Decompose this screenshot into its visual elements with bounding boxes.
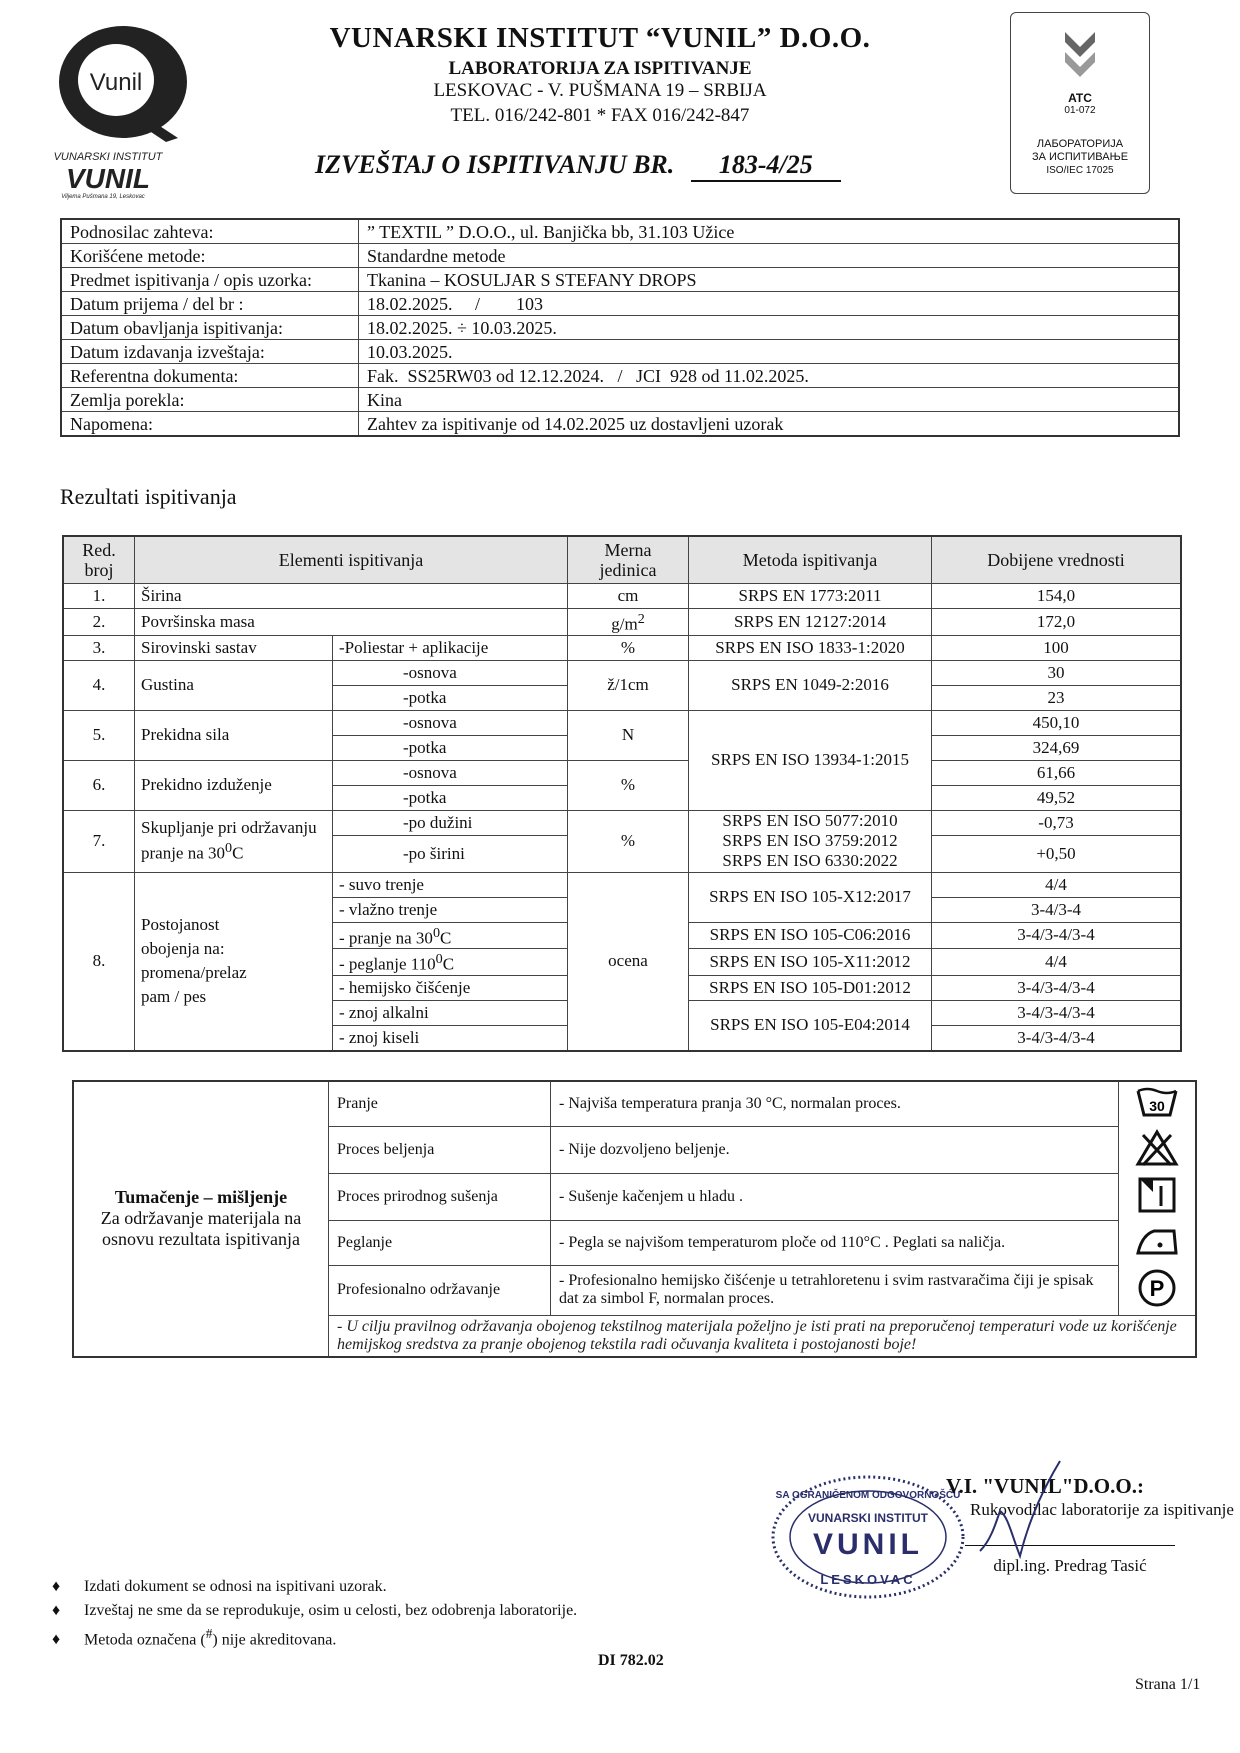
footer-note: ♦ Izdati dokument se odnosi na ispitivani uzorak. — [52, 1578, 387, 1595]
accreditation-number: 01-072 — [1064, 105, 1096, 116]
row-value: 23 — [932, 685, 1182, 710]
row-unit: $g/m^2$ — [568, 609, 689, 636]
row-sub-element: - peglanje $110^0C$ — [333, 949, 568, 976]
row-element: Gustina — [135, 660, 333, 710]
care-desc-line2: osnovu rezultata ispitivanja — [102, 1229, 300, 1250]
svg-text:Viljema Pušmana 19, Leskovac: Viljema Pušmana 19, Leskovac — [61, 194, 145, 200]
care-title: Tumačenje – mišljenje — [114, 1187, 288, 1208]
svg-text:LESKOVAC: LESKOVAC — [820, 1572, 916, 1587]
svg-text:VUNIL: VUNIL — [66, 163, 150, 194]
dry-clean-p-icon — [1119, 1266, 1197, 1316]
row-sub-element: - pranje na $30^0C$ — [333, 922, 568, 949]
row-value: 172,0 — [932, 609, 1182, 636]
info-label: Podnosilac zahteva: — [61, 219, 359, 244]
row-unit: ž/1cm — [568, 660, 689, 710]
care-label: Proces prirodnog sušenja — [329, 1174, 551, 1221]
row-value: 450,10 — [932, 710, 1182, 735]
document-code: DI 782.02 — [598, 1652, 664, 1669]
row-unit: % — [568, 810, 689, 872]
row-sub-element: - znoj alkalni — [333, 1000, 568, 1025]
care-label: Pranje — [329, 1081, 551, 1127]
institute-address: LESKOVAC - V. PUŠMANA 19 – SRBIJA — [433, 80, 767, 101]
svg-text:Vunil: Vunil — [89, 69, 143, 96]
info-value: 10.03.2025. — [359, 340, 1180, 364]
row-element: Prekidna sila — [135, 710, 333, 760]
row-value: 3-4/3-4 — [932, 897, 1182, 922]
row-sub-element: -potka — [333, 735, 568, 760]
col-method-header: Metoda ispitivanja — [689, 536, 932, 584]
col-unit-header: Merna jedinica — [568, 536, 689, 584]
wash-30-icon — [1119, 1081, 1197, 1127]
info-row — [61, 244, 1179, 268]
accreditation-code: ATC — [1068, 91, 1092, 105]
row-value: 324,69 — [932, 735, 1182, 760]
row-element: Površinska masa — [135, 609, 568, 636]
care-row — [73, 1081, 1196, 1127]
row-method: SRPS EN 1773:2011 — [689, 584, 932, 609]
row-element: Sirovinski sastav — [135, 635, 333, 660]
footer-note: ♦ Izveštaj ne sme da se reprodukuje, osim u celosti, bez odobrenja laboratorije. — [52, 1602, 578, 1619]
care-text: - Pegla se najvišom temperaturom ploče od 110°C . Peglati sa naličja. — [551, 1221, 1119, 1266]
signature-role: Rukovodilac laboratorije za ispitivanje — [970, 1500, 1234, 1519]
info-label: Zemlja porekla: — [61, 388, 359, 412]
no-bleach-icon — [1119, 1127, 1197, 1174]
row-value: +0,50 — [932, 835, 1182, 872]
table-row — [63, 810, 1181, 835]
row-value: 4/4 — [932, 949, 1182, 976]
row-value: 3-4/3-4/3-4 — [932, 1000, 1182, 1025]
svg-text:SA OGRANIČENOM ODGOVORNOŠĆU: SA OGRANIČENOM ODGOVORNOŠĆU — [775, 1490, 961, 1501]
info-value: Zahtev za ispitivanje od 14.02.2025 uz dostavljeni uzorak — [359, 412, 1180, 437]
table-row — [63, 872, 1181, 897]
svg-text:30: 30 — [1149, 1097, 1165, 1114]
row-number: 5. — [63, 710, 135, 760]
row-number: 2. — [63, 609, 135, 636]
accreditation-standard: ISO/IEC 17025 — [1046, 165, 1114, 176]
row-sub-element: -po dužini — [333, 810, 568, 835]
info-row — [61, 364, 1179, 388]
institute-phone: TEL. 016/242-801 * FAX 016/242-847 — [450, 105, 750, 126]
table-row — [63, 584, 1181, 609]
info-label: Datum izdavanja izveštaja: — [61, 340, 359, 364]
info-row — [61, 316, 1179, 340]
row-element: Prekidno izduženje — [135, 760, 333, 810]
info-row — [61, 340, 1179, 364]
care-label: Peglanje — [329, 1221, 551, 1266]
care-label: Proces beljenja — [329, 1127, 551, 1174]
row-method: SRPS EN ISO 105-X12:2017 — [689, 872, 932, 922]
report-label: IZVEŠTAJ O ISPITIVANJU BR. — [315, 150, 675, 179]
page-number: Strana 1/1 — [1135, 1676, 1201, 1693]
info-value: Standardne metode — [359, 244, 1180, 268]
table-row — [63, 760, 1181, 785]
row-unit: % — [568, 760, 689, 810]
row-value: 30 — [932, 660, 1182, 685]
info-row — [61, 388, 1179, 412]
info-label: Datum obavljanja ispitivanja: — [61, 316, 359, 340]
signature-company: V.I. "VUNIL"D.O.O.: — [946, 1474, 1144, 1498]
row-unit: ocena — [568, 872, 689, 1051]
row-sub-element: - suvo trenje — [333, 872, 568, 897]
signature-name: dipl.ing. Predrag Tasić — [965, 1545, 1175, 1576]
official-stamp — [768, 1462, 968, 1617]
svg-text:P: P — [1149, 1275, 1165, 1301]
care-text: - Nije dozvoljeno beljenje. — [551, 1127, 1119, 1174]
row-number: 6. — [63, 760, 135, 810]
care-note: - U cilju pravilnog održavanja obojenog tekstilnog materijala poželjno je isti prati na preporučenoj temperaturi vode uz korišćenje hemijskog sredstva za pranje obojenog tekstila radi očuvanja kvaliteta i postojanosti boje! — [329, 1315, 1197, 1357]
row-method: SRPS EN 1049-2:2016 — [689, 660, 932, 710]
care-desc-line1: Za održavanje materijala na — [100, 1208, 302, 1229]
col-no-header: Red. broj — [63, 536, 135, 584]
info-label: Datum prijema / del br : — [61, 292, 359, 316]
row-sub-element: -potka — [333, 785, 568, 810]
accreditation-lab-line2: ЗА ИСПИТИВАЊЕ — [1031, 151, 1129, 163]
row-method: SRPS EN 12127:2014 — [689, 609, 932, 636]
row-value: 3-4/3-4/3-4 — [932, 1025, 1182, 1051]
svg-text:VUNARSKI INSTITUT: VUNARSKI INSTITUT — [808, 1511, 928, 1525]
row-sub-element: -Poliestar + aplikacije — [333, 635, 568, 660]
row-sub-element: - hemijsko čišćenje — [333, 975, 568, 1000]
info-label: Predmet ispitivanja / opis uzorka: — [61, 268, 359, 292]
row-method: SRPS EN ISO 105-C06:2016 — [689, 922, 932, 949]
info-value: Kina — [359, 388, 1180, 412]
atc-mark-icon — [1055, 27, 1105, 82]
info-row — [61, 268, 1179, 292]
row-value: 61,66 — [932, 760, 1182, 785]
accreditation-lab-line1: ЛАБОРАТОРИЈА — [1036, 138, 1124, 150]
info-value: Tkanina – KOSULJAR S STEFANY DROPS — [359, 268, 1180, 292]
results-table — [62, 535, 1182, 1052]
row-method: SRPS EN ISO 105-E04:2014 — [689, 1000, 932, 1051]
info-value: ” TEXTIL ” D.O.O., ul. Banjička bb, 31.103 Užice — [359, 219, 1180, 244]
report-number: 183-4/25 — [691, 150, 841, 182]
row-value: 49,52 — [932, 785, 1182, 810]
row-number: 8. — [63, 872, 135, 1051]
row-value: -0,73 — [932, 810, 1182, 835]
row-value: 3-4/3-4/3-4 — [932, 922, 1182, 949]
table-row — [63, 635, 1181, 660]
info-value: 18.02.2025. ÷ 10.03.2025. — [359, 316, 1180, 340]
report-info-table — [60, 218, 1180, 437]
row-number: 1. — [63, 584, 135, 609]
row-element: Širina — [135, 584, 568, 609]
row-method: SRPS EN ISO 105-D01:2012 — [689, 975, 932, 1000]
row-sub-element: - vlažno trenje — [333, 897, 568, 922]
row-method: SRPS EN ISO 5077:2010 SRPS EN ISO 3759:2012 SRPS EN ISO 6330:2022 — [689, 810, 932, 872]
svg-text:VUNARSKI INSTITUT: VUNARSKI INSTITUT — [53, 151, 163, 163]
handwritten-signature — [950, 1456, 1070, 1566]
row-number: 7. — [63, 810, 135, 872]
svg-text:VUNIL: VUNIL — [813, 1528, 923, 1561]
care-instructions-table — [72, 1080, 1197, 1358]
info-row — [61, 292, 1179, 316]
row-value: 100 — [932, 635, 1182, 660]
row-method: SRPS EN ISO 105-X11:2012 — [689, 949, 932, 976]
info-value: 18.02.2025. / 103 — [359, 292, 1180, 316]
row-sub-element: - znoj kiseli — [333, 1025, 568, 1051]
lab-name: LABORATORIJA ZA ISPITIVANJE — [448, 58, 752, 79]
row-number: 4. — [63, 660, 135, 710]
info-label: Napomena: — [61, 412, 359, 437]
row-sub-element: -osnova — [333, 760, 568, 785]
row-sub-element: -po širini — [333, 835, 568, 872]
table-row — [63, 710, 1181, 735]
info-label: Referentna dokumenta: — [61, 364, 359, 388]
institute-name: VUNARSKI INSTITUT “VUNIL” D.O.O. — [329, 22, 871, 54]
iron-low-icon — [1119, 1221, 1197, 1266]
info-value: Fak. SS25RW03 od 12.12.2024. / JCI 928 od 11.02.2025. — [359, 364, 1180, 388]
info-row — [61, 412, 1179, 437]
row-method: SRPS EN ISO 1833-1:2020 — [689, 635, 932, 660]
care-text: - Sušenje kačenjem u hladu . — [551, 1174, 1119, 1221]
table-row — [63, 609, 1181, 636]
footer-note: ♦ Metoda označena (#) nije akreditovana. — [52, 1626, 337, 1649]
results-header-row — [63, 536, 1181, 584]
row-method: SRPS EN ISO 13934-1:2015 — [689, 710, 932, 810]
col-element-header: Elementi ispitivanja — [135, 536, 568, 584]
row-unit: % — [568, 635, 689, 660]
row-number: 3. — [63, 635, 135, 660]
table-row — [63, 660, 1181, 685]
care-text: - Profesionalno hemijsko čišćenje u tetrahloretenu i svim rastvaračima čiji je spisak dat za simbol F, normalan proces. — [551, 1266, 1119, 1316]
col-value-header: Dobijene vrednosti — [932, 536, 1182, 584]
row-value: 4/4 — [932, 872, 1182, 897]
row-element: Postojanost obojenja na: promena/prelaz pam / pes — [135, 872, 333, 1051]
care-text: - Najviša temperatura pranja 30 °C, normalan proces. — [551, 1081, 1119, 1127]
line-dry-shade-icon — [1119, 1174, 1197, 1221]
row-value: 3-4/3-4/3-4 — [932, 975, 1182, 1000]
row-unit: N — [568, 710, 689, 760]
row-sub-element: -osnova — [333, 660, 568, 685]
row-sub-element: -osnova — [333, 710, 568, 735]
row-sub-element: -potka — [333, 685, 568, 710]
care-summary — [73, 1081, 329, 1357]
row-unit: cm — [568, 584, 689, 609]
row-element: Skupljanje pri održavanju pranje na $30^0C$ — [135, 810, 333, 872]
accreditation-badge — [1010, 12, 1150, 194]
info-label: Korišćene metode: — [61, 244, 359, 268]
results-heading: Rezultati ispitivanja — [60, 484, 237, 509]
care-label: Profesionalno održavanje — [329, 1266, 551, 1316]
report-title — [315, 150, 841, 182]
info-row — [61, 219, 1179, 244]
row-value: 154,0 — [932, 584, 1182, 609]
